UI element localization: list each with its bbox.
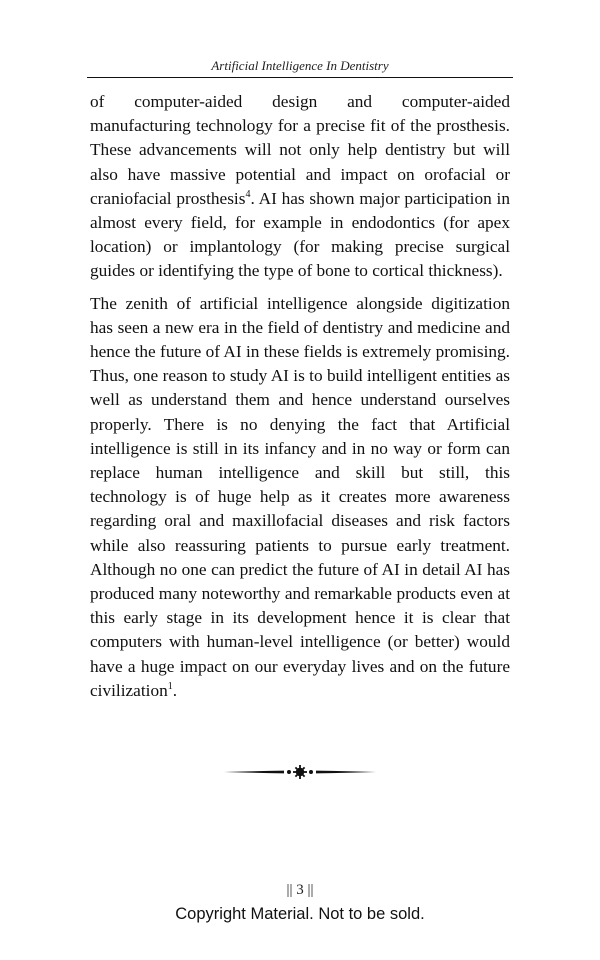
paragraph-text: . AI has shown major participation in almost every field, for example in endodontics (for apex location) or implantology (for making precise surgical guides or identifying the type of bone to cortical thickness). [90, 188, 510, 281]
copyright-notice: Copyright Material. Not to be sold. [175, 905, 425, 923]
section-divider-flourish-icon [222, 762, 378, 782]
paragraph [90, 90, 510, 284]
paragraph-text: The zenith of artificial intelligence alongside digitization has seen a new era in the field of dentistry and medicine and hence the future of AI in these fields is extremely promising. Thus, one reason to study AI is to build intelligent entities as well as understand them and hence understand ourselves properly. There is no denying the fact that Artificial intelligence is still in its infancy and in no way or form can replace human intelligence and skill but still, this technology is of huge help as it creates more awareness regarding oral and maxillofacial diseases and risk factors while also reassuring patients to pursue early treatment. Although no one can predict the future of AI in detail AI has produced many noteworthy and remarkable products even at this early stage in its development hence it is clear that computers with human-level intelligence (or better) would have a huge impact on our everyday lives and on the future civilization [90, 293, 510, 700]
body-text [90, 90, 510, 711]
footnote-reference: 4 [245, 189, 251, 201]
footnote-reference: 1 [167, 681, 173, 693]
header-rule [87, 77, 513, 78]
running-header: Artificial Intelligence In Dentistry [211, 58, 389, 73]
paragraph [90, 292, 510, 703]
paragraph-text: of computer-aided design and computer-aided manufacturing technology for a precise fit of the prosthesis. These advancements will not only help dentistry but will also have massive potential and impact on orofacial or craniofacial prosthesis [90, 92, 510, 208]
paragraph-text: . [172, 680, 178, 700]
page-number: || 3 || [286, 882, 314, 898]
